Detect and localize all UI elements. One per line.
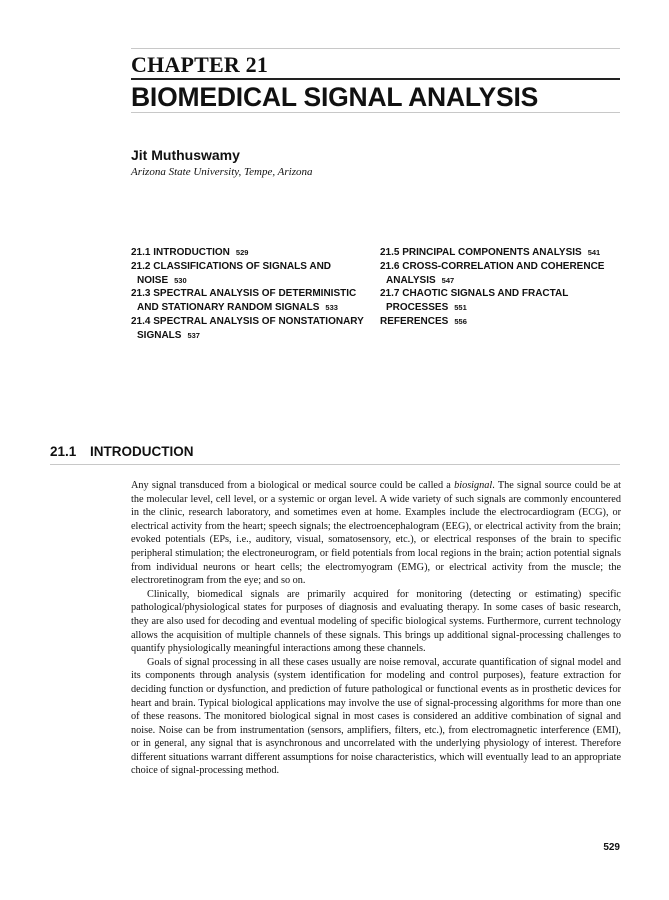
chapter-label: CHAPTER 21 <box>131 52 269 77</box>
toc-entry[interactable] <box>380 287 620 315</box>
toc-entry-page: 537 <box>187 330 200 340</box>
toc-entry-page: 547 <box>441 275 455 285</box>
toc-entry[interactable] <box>380 260 620 288</box>
toc-entry-page: 530 <box>174 275 187 285</box>
toc-entry[interactable] <box>380 246 620 260</box>
toc-entry-page: 551 <box>454 303 467 313</box>
toc-entry-title: 21.7 CHAOTIC SIGNALS AND FRACTAL PROCESSES <box>380 288 569 314</box>
toc-entry[interactable] <box>131 260 366 288</box>
author-affiliation: Arizona State University, Tempe, Arizona <box>131 166 313 178</box>
toc-entry-page: 533 <box>325 303 338 313</box>
toc-entry-title: 21.2 CLASSIFICATIONS OF SIGNALS AND NOISE <box>131 260 332 286</box>
chapter-title: BIOMEDICAL SIGNAL ANALYSIS <box>131 82 539 112</box>
toc-entry-title: 21.1 INTRODUCTION <box>131 247 230 258</box>
section-number: 21.1 <box>50 444 77 459</box>
paragraph-1 <box>131 479 621 588</box>
toc-entry-page: 556 <box>454 316 467 326</box>
biosignal-term: biosignal <box>454 480 493 491</box>
toc-entry[interactable] <box>380 315 620 329</box>
body-text <box>131 479 621 778</box>
section-heading <box>50 444 194 460</box>
author-name: Jit Muthuswamy <box>131 147 240 163</box>
page-number: 529 <box>603 842 620 853</box>
section-title: INTRODUCTION <box>90 444 194 459</box>
toc-entry-title: 21.5 PRINCIPAL COMPONENTS ANALYSIS <box>380 247 582 258</box>
chapter-rule <box>131 78 620 80</box>
paragraph-3: Goals of signal processing in all these cases usually are noise removal, accurate quantification of signal model and its components through analysis (system identification for modeling and control purposes), feature extraction for deciding function or dysfunction, and prediction of future pathological or functional events as in prosthetic devices for heart and brain. Typical biological applications may involve the use of signal-processing algorithms for more than one of these reasons. The monitored biological signal in most cases is considered an additive combination of signal and noise. Noise can be from instrumentation (sensors, amplifiers, filters, etc.), from electromagnetic interference (EMI), or in general, any signal that is asynchronous and uncorrelated with the underlying physiology of interest. Therefore different situations warrant different assumptions for noise characteristics, which will eventually lead to an appropriate choice of signal-processing method. <box>131 656 621 777</box>
toc-right-column <box>380 246 620 329</box>
toc-entry-title: 21.6 CROSS-CORRELATION AND COHERENCE ANALYSIS <box>380 260 605 286</box>
paragraph-1-text-cont: . The signal source could be at the molecular level, cell level, or a systemic or organ level. A wide variety of such signals are commonly encountered in the clinic, research laboratory, and sometimes even at home. Examples include the electrocardiogram (ECG), or electrical activity from the heart; speech signals; the electroencephalogram (EEG), or electrical activity from the brain; evoked potentials (EPs, i.e., auditory, visual, somatosensory, etc.), or electrical responses of the brain to specific peripheral stimulation; the electroneurogram, or field potentials from local regions in the brain; action potential signals from individual neurons or heart cells; the electromyogram (EMG), or electrical activity from the muscle; the electroretinogram from the eye; and so on. <box>131 480 621 587</box>
toc-entry-title: REFERENCES <box>380 315 449 327</box>
toc-left-column <box>131 246 366 343</box>
top-rule <box>131 48 620 49</box>
paragraph-2: Clinically, biomedical signals are primarily acquired for monitoring (detecting or estimating) specific pathological/physiological states for purposes of diagnosis and evaluating therapy. In some cases of basic research, they are also used for decoding and eventual modeling of specific biological systems. Furthermore, current technology allows the acquisition of multiple channels of these signals. This brings up additional signal-processing challenges to quantify physiologically meaningful interactions among these channels. <box>131 588 621 655</box>
toc-entry[interactable] <box>131 246 366 260</box>
toc-entry[interactable] <box>131 287 366 315</box>
toc-entry-page: 529 <box>235 248 249 257</box>
toc-entry-page: 541 <box>587 248 601 257</box>
section-rule <box>50 464 620 465</box>
toc-entry-title: 21.4 SPECTRAL ANALYSIS OF NONSTATIONARY SIGNALS <box>131 315 364 341</box>
paragraph-1-text: Any signal transduced from a biological or medical source could be called a <box>131 480 455 491</box>
toc-entry[interactable] <box>131 315 366 343</box>
toc-entry-title: 21.3 SPECTRAL ANALYSIS OF DETERMINISTIC AND STATIONARY RANDOM SIGNALS <box>131 288 357 314</box>
title-rule <box>131 112 620 113</box>
